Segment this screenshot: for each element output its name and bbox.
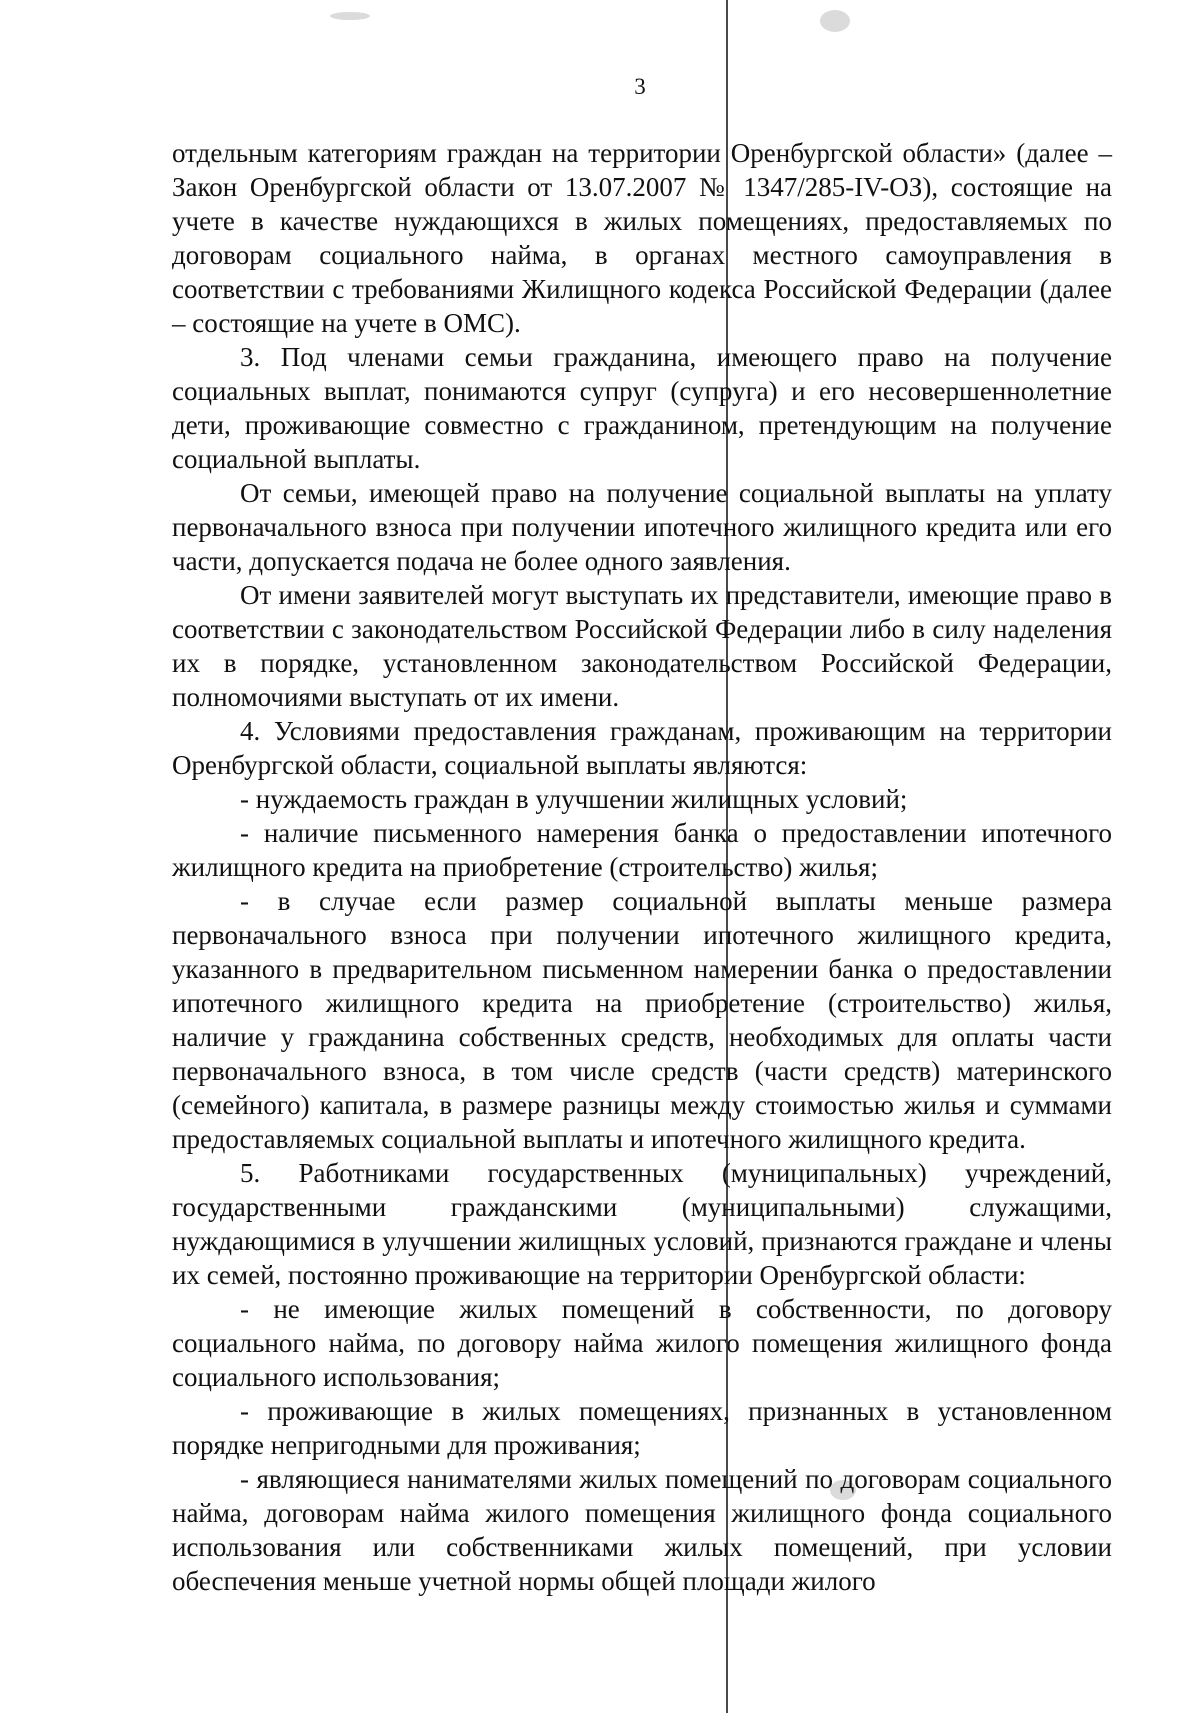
list-item: - не имеющие жилых помещений в собственности, по договору социального найма, по договору найма жилого помещения жилищного фонда социального использования; [172,1294,1112,1392]
list-item: - наличие письменного намерения банка о предоставлении ипотечного жилищного кредита на приобретение (строительство) жилья; [172,818,1112,882]
document-body [172,136,1112,1598]
paragraph: 3. Под членами семьи гражданина, имеющего право на получение социальных выплат, понимаются супруг (супруга) и его несовершеннолетние дети, проживающие совместно с гражданином, претендующим на получение социальной выплаты. [172,342,1112,474]
list-item: - нуждаемость граждан в улучшении жилищных условий; [240,784,908,814]
paragraph: От имени заявителей могут выступать их представители, имеющие право в соответствии с законодательством Российской Федерации либо в силу наделения их в порядке, установленном законодательством Российской Федерации, полномочиями выступать от их имени. [172,580,1112,712]
list-item: - в случае если размер социальной выплаты меньше размера первоначального взноса при получении ипотечного жилищного кредита, указанного в предварительном письменном намерении банка о предоставлении ипотечного жилищного кредита на приобретение (строительство) жилья, наличие у гражданина собственных средств, необходимых для оплаты части первоначального взноса, в том числе средств (части средств) материнского (семейного) капитала, в размере разницы между стоимостью жилья и суммами предоставляемых социальной выплаты и ипотечного жилищного кредита. [172,886,1112,1154]
page-number: 3 [634,74,646,99]
paragraph: отдельным категориям граждан на территории Оренбургской области» (далее – Закон Оренбургской области от 13.07.2007 № 1347/285-IV-ОЗ), состоящие на учете в качестве нуждающихся в жилых помещениях, предоставляемых по договорам социального найма, в органах местного самоуправления в соответствии с требованиями Жилищного кодекса Российской Федерации (далее – состоящие на учете в ОМС). [172,138,1112,338]
scan-noise [330,12,370,20]
paragraph: От семьи, имеющей право на получение социальной выплаты на уплату первоначального взноса при получении ипотечного жилищного кредита или его части, допускается подача не более одного заявления. [172,478,1112,576]
scan-noise [820,10,850,32]
list-item: - проживающие в жилых помещениях, признанных в установленном порядке непригодными для проживания; [172,1396,1112,1460]
list-item: - являющиеся нанимателями жилых помещений по договорам социального найма, договорам найма жилого помещения жилищного фонда социального использования или собственниками жилых помещений, при условии обеспечения меньше учетной нормы общей площади жилого [172,1464,1112,1596]
paragraph: 4. Условиями предоставления гражданам, проживающим на территории Оренбургской области, социальной выплаты являются: [172,716,1112,780]
paragraph: 5. Работниками государственных (муниципальных) учреждений, государственными гражданскими (муниципальными) служащими, нуждающимися в улучшении жилищных условий, признаются граждане и члены их семей, постоянно проживающие на территории Оренбургской области: [172,1158,1112,1290]
